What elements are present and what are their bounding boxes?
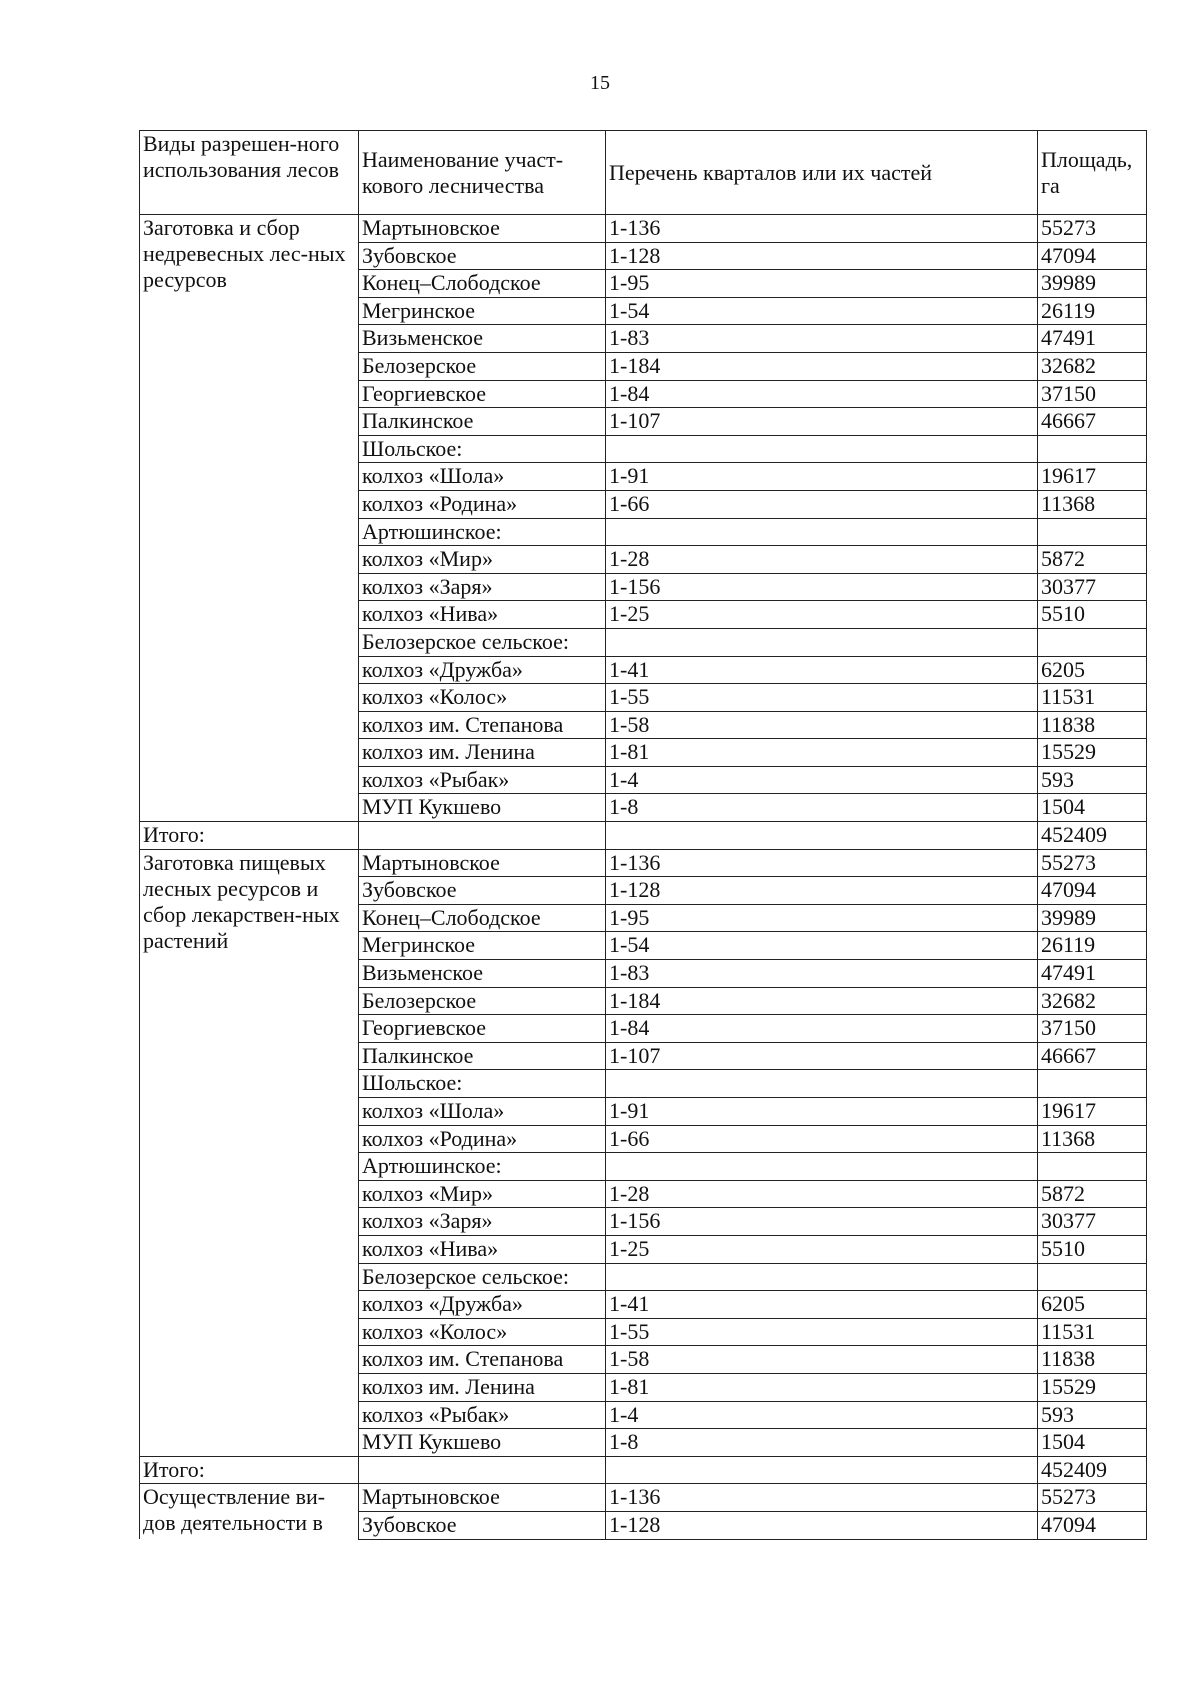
area-cell: 47094: [1038, 877, 1147, 905]
quarters-cell: 1-55: [606, 684, 1038, 712]
area-cell: [1038, 1070, 1147, 1098]
page-number: 15: [590, 72, 610, 94]
forestry-name-cell: колхоз «Дружба»: [359, 1291, 606, 1319]
quarters-cell: 1-84: [606, 380, 1038, 408]
forestry-name-cell: колхоз им. Ленина: [359, 739, 606, 767]
quarters-cell: 1-184: [606, 987, 1038, 1015]
forestry-name-cell: Конец–Слободское: [359, 270, 606, 298]
quarters-cell: 1-156: [606, 1208, 1038, 1236]
quarters-cell: 1-128: [606, 877, 1038, 905]
area-cell: 11838: [1038, 1346, 1147, 1374]
area-cell: 47094: [1038, 1511, 1147, 1539]
area-cell: 46667: [1038, 1042, 1147, 1070]
area-cell: 1504: [1038, 1429, 1147, 1457]
quarters-cell: 1-83: [606, 960, 1038, 988]
area-cell: 26119: [1038, 297, 1147, 325]
table-body: [140, 215, 1147, 1540]
quarters-cell: [606, 518, 1038, 546]
header-forestry-name: Наименование участ-кового лесничества: [359, 131, 606, 215]
use-type-cell: Заготовка и сбор недревесных лес-ных ресурсов: [140, 215, 359, 822]
forestry-name-cell: Белозерское: [359, 352, 606, 380]
area-cell: 30377: [1038, 573, 1147, 601]
forestry-name-cell: колхоз им. Степанова: [359, 711, 606, 739]
forestry-name-cell: колхоз «Нива»: [359, 1235, 606, 1263]
quarters-cell: 1-54: [606, 932, 1038, 960]
quarters-cell: 1-81: [606, 1373, 1038, 1401]
forestry-name-cell: Зубовское: [359, 1511, 606, 1539]
area-cell: 46667: [1038, 408, 1147, 436]
forestry-name-cell: Мегринское: [359, 297, 606, 325]
area-cell: 6205: [1038, 656, 1147, 684]
header-quarters: Перечень кварталов или их частей: [606, 131, 1038, 215]
total-label: Итого:: [140, 822, 359, 850]
forestry-name-cell: колхоз «Родина»: [359, 490, 606, 518]
area-cell: 15529: [1038, 1373, 1147, 1401]
forestry-name-cell: колхоз «Мир»: [359, 546, 606, 574]
total-area: 452409: [1038, 1456, 1147, 1484]
quarters-cell: 1-128: [606, 242, 1038, 270]
forestry-name-cell: колхоз «Нива»: [359, 601, 606, 629]
area-cell: 5510: [1038, 601, 1147, 629]
area-cell: 37150: [1038, 1015, 1147, 1043]
forestry-name-cell: колхоз «Рыбак»: [359, 766, 606, 794]
quarters-cell: 1-4: [606, 1401, 1038, 1429]
header-use-type: Виды разрешен-ного использования лесов: [140, 131, 359, 215]
quarters-cell: 1-128: [606, 1511, 1038, 1539]
quarters-cell: 1-107: [606, 408, 1038, 436]
forestry-name-cell: колхоз «Заря»: [359, 1208, 606, 1236]
area-cell: 55273: [1038, 1484, 1147, 1512]
area-cell: 1504: [1038, 794, 1147, 822]
forestry-name-cell: Георгиевское: [359, 1015, 606, 1043]
area-cell: 39989: [1038, 904, 1147, 932]
quarters-cell: 1-25: [606, 1235, 1038, 1263]
table-header-row: [140, 131, 1147, 215]
area-cell: 5872: [1038, 546, 1147, 574]
quarters-cell: 1-8: [606, 1429, 1038, 1457]
quarters-cell: 1-66: [606, 490, 1038, 518]
quarters-cell: 1-91: [606, 1098, 1038, 1126]
forestry-name-cell: МУП Кукшево: [359, 1429, 606, 1457]
area-cell: 26119: [1038, 932, 1147, 960]
forestry-name-cell: Зубовское: [359, 242, 606, 270]
table-row: [140, 1484, 1147, 1512]
quarters-cell: 1-83: [606, 325, 1038, 353]
forestry-name-cell: Белозерское сельское:: [359, 1263, 606, 1291]
quarters-cell: 1-156: [606, 573, 1038, 601]
total-row: [140, 822, 1147, 850]
area-cell: [1038, 628, 1147, 656]
forestry-name-cell: Зубовское: [359, 877, 606, 905]
quarters-cell: [606, 435, 1038, 463]
forestry-name-cell: Мартыновское: [359, 849, 606, 877]
area-cell: [1038, 435, 1147, 463]
quarters-cell: 1-25: [606, 601, 1038, 629]
area-cell: 593: [1038, 1401, 1147, 1429]
forestry-name-cell: Георгиевское: [359, 380, 606, 408]
area-cell: 37150: [1038, 380, 1147, 408]
area-cell: 32682: [1038, 352, 1147, 380]
area-cell: [1038, 1263, 1147, 1291]
area-cell: 47491: [1038, 325, 1147, 353]
forestry-name-cell: Визьменское: [359, 960, 606, 988]
area-cell: 5872: [1038, 1180, 1147, 1208]
header-area: Площадь, га: [1038, 131, 1147, 215]
forestry-name-cell: Шольское:: [359, 435, 606, 463]
table-row: [140, 849, 1147, 877]
quarters-cell: 1-91: [606, 463, 1038, 491]
quarters-cell: 1-41: [606, 656, 1038, 684]
quarters-cell: 1-4: [606, 766, 1038, 794]
total-empty-cell: [359, 822, 606, 850]
quarters-cell: 1-107: [606, 1042, 1038, 1070]
forestry-name-cell: Мегринское: [359, 932, 606, 960]
forestry-name-cell: Палкинское: [359, 1042, 606, 1070]
forestry-name-cell: колхоз «Колос»: [359, 684, 606, 712]
forestry-name-cell: колхоз «Колос»: [359, 1318, 606, 1346]
forestry-name-cell: Мартыновское: [359, 215, 606, 243]
area-cell: 11531: [1038, 684, 1147, 712]
use-type-cell: Осуществление ви-дов деятельности в: [140, 1484, 359, 1539]
forestry-name-cell: Конец–Слободское: [359, 904, 606, 932]
forestry-name-cell: колхоз «Родина»: [359, 1125, 606, 1153]
area-cell: 19617: [1038, 1098, 1147, 1126]
table-row: [140, 215, 1147, 243]
forestry-name-cell: Палкинское: [359, 408, 606, 436]
area-cell: 6205: [1038, 1291, 1147, 1319]
forestry-name-cell: Белозерское сельское:: [359, 628, 606, 656]
area-cell: 11368: [1038, 1125, 1147, 1153]
forestry-name-cell: колхоз «Шола»: [359, 1098, 606, 1126]
forestry-name-cell: колхоз «Рыбак»: [359, 1401, 606, 1429]
quarters-cell: 1-136: [606, 849, 1038, 877]
forestry-name-cell: МУП Кукшево: [359, 794, 606, 822]
area-cell: 593: [1038, 766, 1147, 794]
area-cell: [1038, 518, 1147, 546]
total-area: 452409: [1038, 822, 1147, 850]
forestry-name-cell: колхоз «Шола»: [359, 463, 606, 491]
forestry-name-cell: Белозерское: [359, 987, 606, 1015]
area-cell: 11531: [1038, 1318, 1147, 1346]
area-cell: 15529: [1038, 739, 1147, 767]
quarters-cell: [606, 1263, 1038, 1291]
total-empty-cell: [606, 1456, 1038, 1484]
forestry-name-cell: колхоз им. Степанова: [359, 1346, 606, 1374]
total-row: [140, 1456, 1147, 1484]
area-cell: 47491: [1038, 960, 1147, 988]
forestry-name-cell: Мартыновское: [359, 1484, 606, 1512]
quarters-cell: 1-41: [606, 1291, 1038, 1319]
area-cell: 11368: [1038, 490, 1147, 518]
forestry-name-cell: Шольское:: [359, 1070, 606, 1098]
quarters-cell: [606, 628, 1038, 656]
forestry-name-cell: колхоз «Заря»: [359, 573, 606, 601]
quarters-cell: 1-58: [606, 711, 1038, 739]
quarters-cell: 1-66: [606, 1125, 1038, 1153]
forestry-name-cell: Артюшинское:: [359, 518, 606, 546]
quarters-cell: 1-84: [606, 1015, 1038, 1043]
forestry-name-cell: Визьменское: [359, 325, 606, 353]
use-type-cell: Заготовка пищевых лесных ресурсов и сбор лекарствен-ных растений: [140, 849, 359, 1456]
quarters-cell: 1-184: [606, 352, 1038, 380]
area-cell: 55273: [1038, 849, 1147, 877]
area-cell: 39989: [1038, 270, 1147, 298]
quarters-cell: [606, 1070, 1038, 1098]
forestry-name-cell: Артюшинское:: [359, 1153, 606, 1181]
quarters-cell: 1-136: [606, 215, 1038, 243]
quarters-cell: 1-58: [606, 1346, 1038, 1374]
quarters-cell: 1-28: [606, 1180, 1038, 1208]
total-label: Итого:: [140, 1456, 359, 1484]
quarters-cell: 1-55: [606, 1318, 1038, 1346]
quarters-cell: 1-81: [606, 739, 1038, 767]
quarters-cell: 1-54: [606, 297, 1038, 325]
total-empty-cell: [606, 822, 1038, 850]
area-cell: 11838: [1038, 711, 1147, 739]
area-cell: 32682: [1038, 987, 1147, 1015]
area-cell: 30377: [1038, 1208, 1147, 1236]
quarters-cell: 1-95: [606, 904, 1038, 932]
quarters-cell: 1-95: [606, 270, 1038, 298]
area-cell: 19617: [1038, 463, 1147, 491]
total-empty-cell: [359, 1456, 606, 1484]
forestry-name-cell: колхоз «Дружба»: [359, 656, 606, 684]
quarters-cell: [606, 1153, 1038, 1181]
area-cell: [1038, 1153, 1147, 1181]
forestry-name-cell: колхоз «Мир»: [359, 1180, 606, 1208]
forestry-name-cell: колхоз им. Ленина: [359, 1373, 606, 1401]
area-cell: 47094: [1038, 242, 1147, 270]
forest-use-table: [139, 130, 1147, 1540]
quarters-cell: 1-8: [606, 794, 1038, 822]
area-cell: 5510: [1038, 1235, 1147, 1263]
quarters-cell: 1-136: [606, 1484, 1038, 1512]
area-cell: 55273: [1038, 215, 1147, 243]
quarters-cell: 1-28: [606, 546, 1038, 574]
